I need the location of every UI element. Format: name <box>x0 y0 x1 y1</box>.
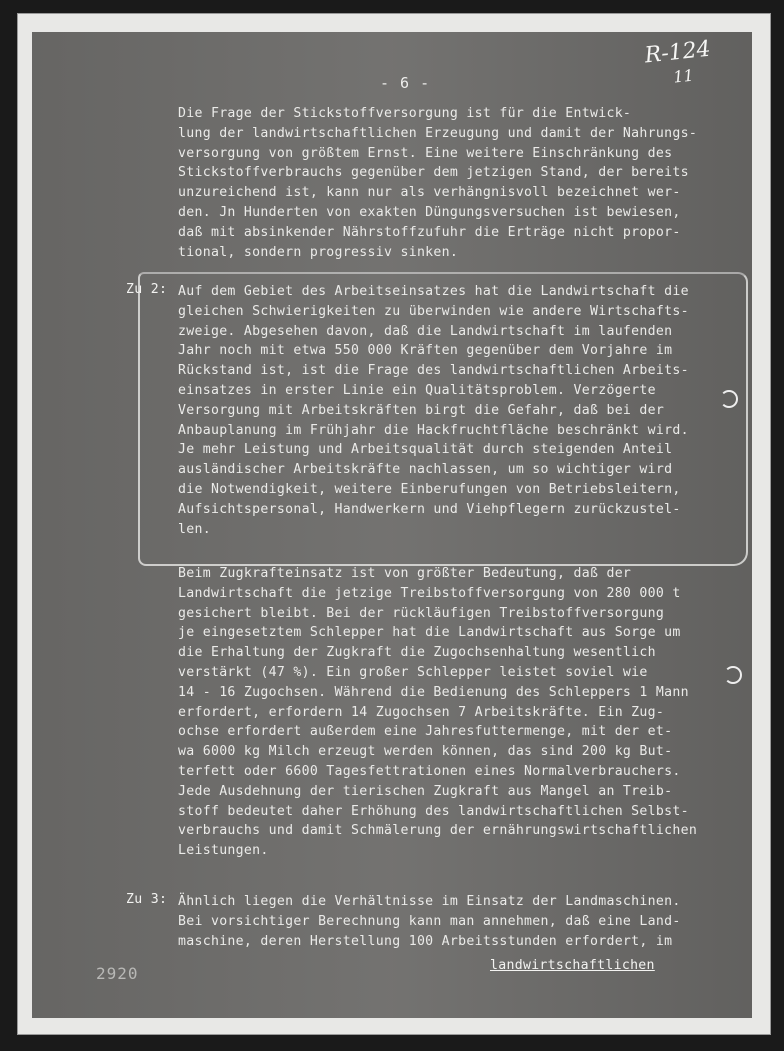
archive-reference <box>643 36 714 92</box>
paragraph-3: Beim Zugkrafteinsatz ist von größter Bedeutung, daß der Landwirtschaft die jetzige Treibstoffversorgung von 280 000 t gesichert bleibt. Bei der rückläufigen Treibstoffversorgung je eingesetztem Schlepper hat die Landwirtschaft aus Sorge um die Erhaltung der Zugkraft die Zugochsenhaltung wesentlich verstärkt (47 %). Ein großer Schlepper leistet soviel wie 14 - 16 Zugochsen. Während die Bedienung des Schleppers 1 Mann erfordert, erfordern 14 Zugochsen 7 Arbeitskräfte. Ein Zug- ochse erfordert außerdem eine Jahresfuttermenge, mit der et- wa 6000 kg Milch erzeugt werden können, das sind 200 kg But- terfett oder 6600 Tagesfettrationen eines Normalverbrauchers. Jede Ausdehnung der tierischen Zugkraft aus Mangel an Treib- stoff bedeutet daher Erhöhung des landwirtschaftlichen Selbst- verbrauchs und damit Schmälerung der ernährungswirtschaftlichen Leistungen. <box>178 566 698 859</box>
archive-ref-sub: 11 <box>672 65 695 87</box>
paragraph-2: Auf dem Gebiet des Arbeitseinsatzes hat die Landwirtschaft die gleichen Schwierigkeiten zu überwinden wie andere Wirtschafts- zweige. Abgesehen davon, daß die Landwirtschaft im laufenden Jahr noch mit etwa 550 000 Kräften gegenüber dem Vorjahre im Rückstand ist, ist die Frage des landwirtschaftlichen Arbeits- einsatzes in erster Linie ein Qualitätsproblem. Verzögerte Versorgung mit Arbeitskräften birgt die Gefahr, daß bei der Anbauplanung im Frühjahr die Hackfruchtfläche beschränkt wird. Je mehr Leistung und Arbeitsqualität durch steigenden Anteil ausländischer Arbeitskräfte nachlassen, um so wichtiger wird die Notwendigkeit, weitere Einberufungen von Betriebsleitern, Aufsichtspersonal, Handwerkern und Viehpflegern zurückzustel- len. <box>178 284 689 537</box>
page-number: - 6 - <box>380 74 431 92</box>
archive-ref-main: R-124 <box>643 36 712 69</box>
stamp-number: 2920 <box>96 964 139 983</box>
document-page <box>18 14 770 1034</box>
footer-catchword: landwirtschaftlichen <box>490 958 655 973</box>
paragraph-1: Die Frage der Stickstoffversorgung ist für die Entwick- lung der landwirtschaftlichen Erzeugung und damit der Nahrungs- versorgung von größtem Ernst. Eine weitere Einschränkung des Stickstoffverbrauchs gegenüber dem jetzigen Stand, der bereits unzureichend ist, kann nur als verhängnisvoll bezeichnet wer- den. Jn Hunderten von exakten Düngungsversuchen ist bewiesen, daß mit absinkender Nährstoffzufuhr die Erträge nicht propor- tional, sondern progressiv sinken. <box>178 106 698 260</box>
section-label-3: Zu 3: <box>126 892 168 907</box>
paragraph-4: Ähnlich liegen die Verhältnisse im Einsatz der Landmaschinen. Bei vorsichtiger Berechnung kann man annehmen, daß eine Land- maschine, deren Herstellung 100 Arbeitsstunden erfordert, im <box>178 894 681 949</box>
section-label-2: Zu 2: <box>126 282 168 297</box>
